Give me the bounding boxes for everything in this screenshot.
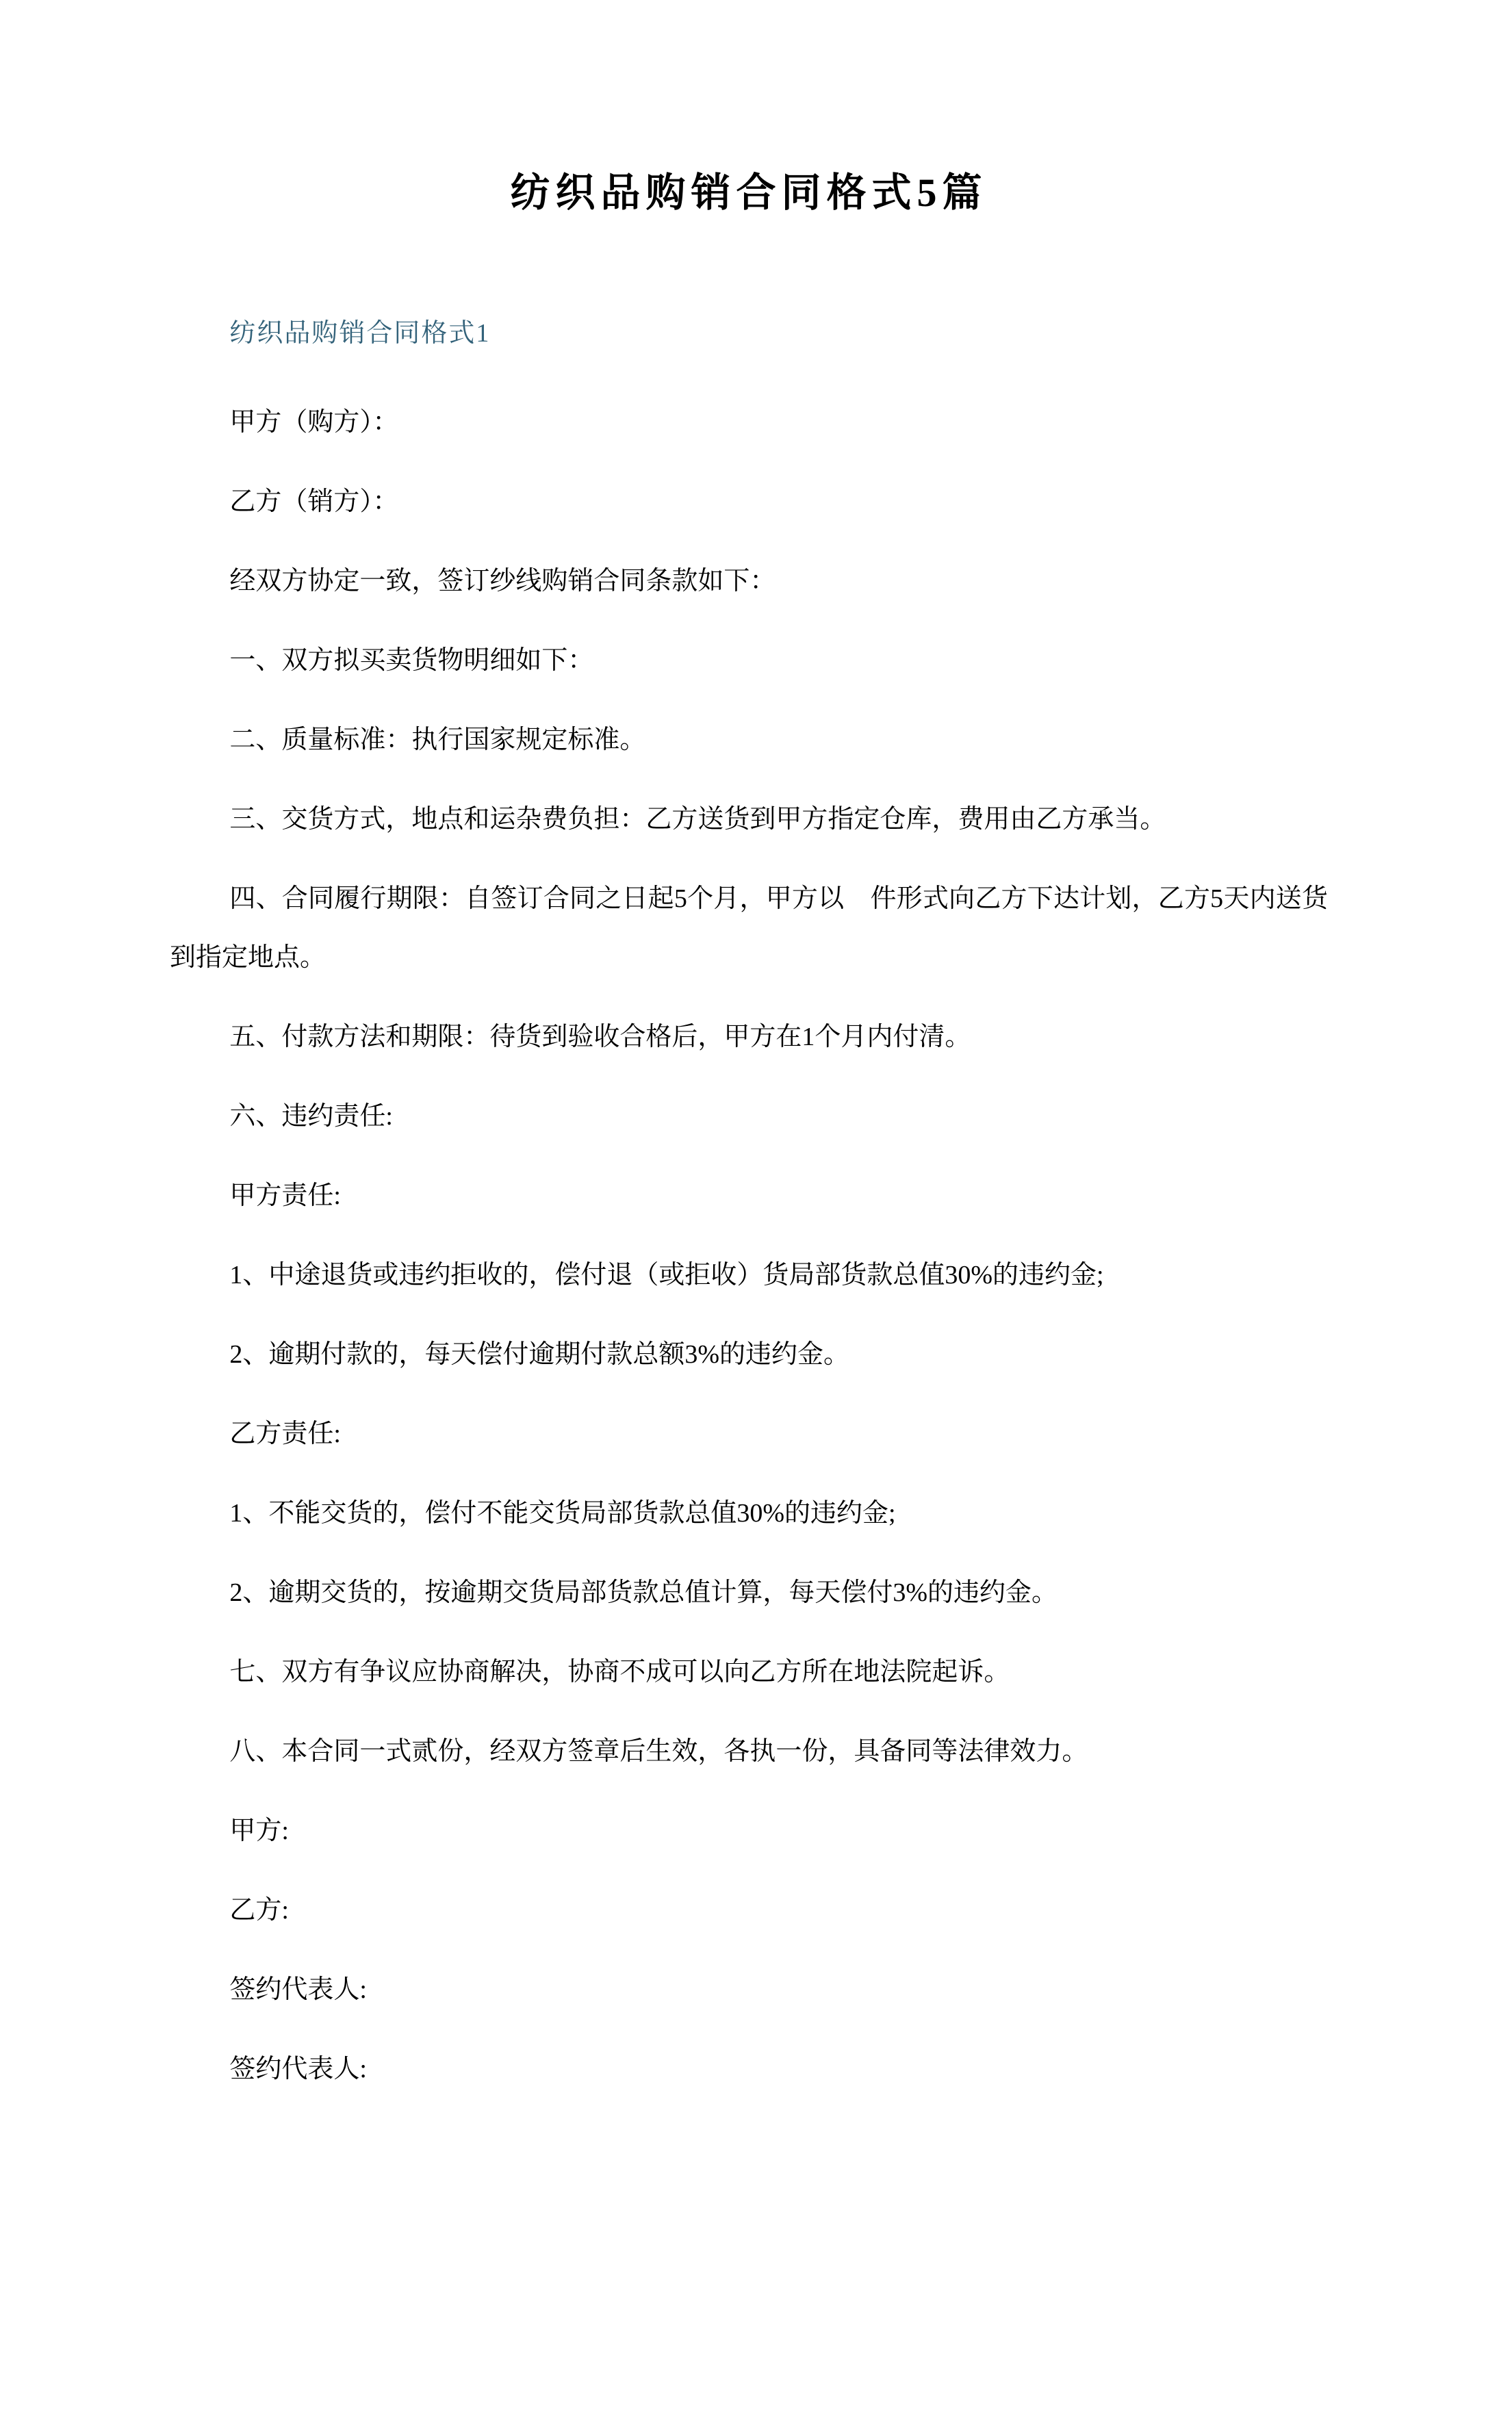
clause-5: 五、付款方法和期限：待货到验收合格后，甲方在1个月内付清。: [229, 1023, 971, 1051]
section-subtitle: 纺织品购销合同格式1: [229, 319, 491, 348]
signature-representative-2: 签约代表人:: [229, 2055, 367, 2083]
party-b-line: 乙方（销方）：: [229, 487, 399, 516]
party-b-liability-item-1: 1、不能交货的，偿付不能交货局部货款总值30%的违约金;: [229, 1499, 896, 1528]
party-a-line: 甲方（购方）：: [229, 408, 399, 437]
signature-party-b: 乙方:: [229, 1896, 289, 1925]
clause-6-heading: 六、违约责任:: [229, 1102, 393, 1131]
preamble: 经双方协定一致，签订纱线购销合同条款如下：: [229, 567, 776, 595]
clause-2: 二、质量标准：执行国家规定标准。: [229, 725, 646, 754]
contract-document-page: [0, 168, 1512, 2427]
party-a-liability-heading: 甲方责任:: [229, 1181, 341, 1210]
clause-8: 八、本合同一式贰份，经双方签章后生效，各执一份，具备同等法律效力。: [229, 1737, 1088, 1766]
clause-4: 四、合同履行期限：自签订合同之日起5个月，甲方以 件形式向乙方下达计划，乙方5天内送货到指定地点。: [170, 884, 1328, 972]
document-title: 纺织品购销合同格式5篇: [510, 170, 988, 215]
clause-7: 七、双方有争议应协商解决，协商不成可以向乙方所在地法院起诉。: [229, 1658, 1010, 1686]
clause-3: 三、交货方式，地点和运杂费负担：乙方送货到甲方指定仓库，费用由乙方承当。: [229, 805, 1166, 834]
party-b-liability-heading: 乙方责任:: [229, 1420, 341, 1448]
clause-1: 一、双方拟买卖货物明细如下：: [229, 646, 594, 675]
party-a-liability-item-2: 2、逾期付款的，每天偿付逾期付款总额3%的违约金。: [229, 1340, 850, 1369]
signature-party-a: 甲方:: [229, 1816, 289, 1845]
signature-representative-1: 签约代表人:: [229, 1975, 367, 2004]
party-a-liability-item-1: 1、中途退货或违约拒收的，偿付退（或拒收）货局部货款总值30%的违约金;: [229, 1261, 1104, 1289]
party-b-liability-item-2: 2、逾期交货的，按逾期交货局部货款总值计算，每天偿付3%的违约金。: [229, 1578, 1058, 1607]
